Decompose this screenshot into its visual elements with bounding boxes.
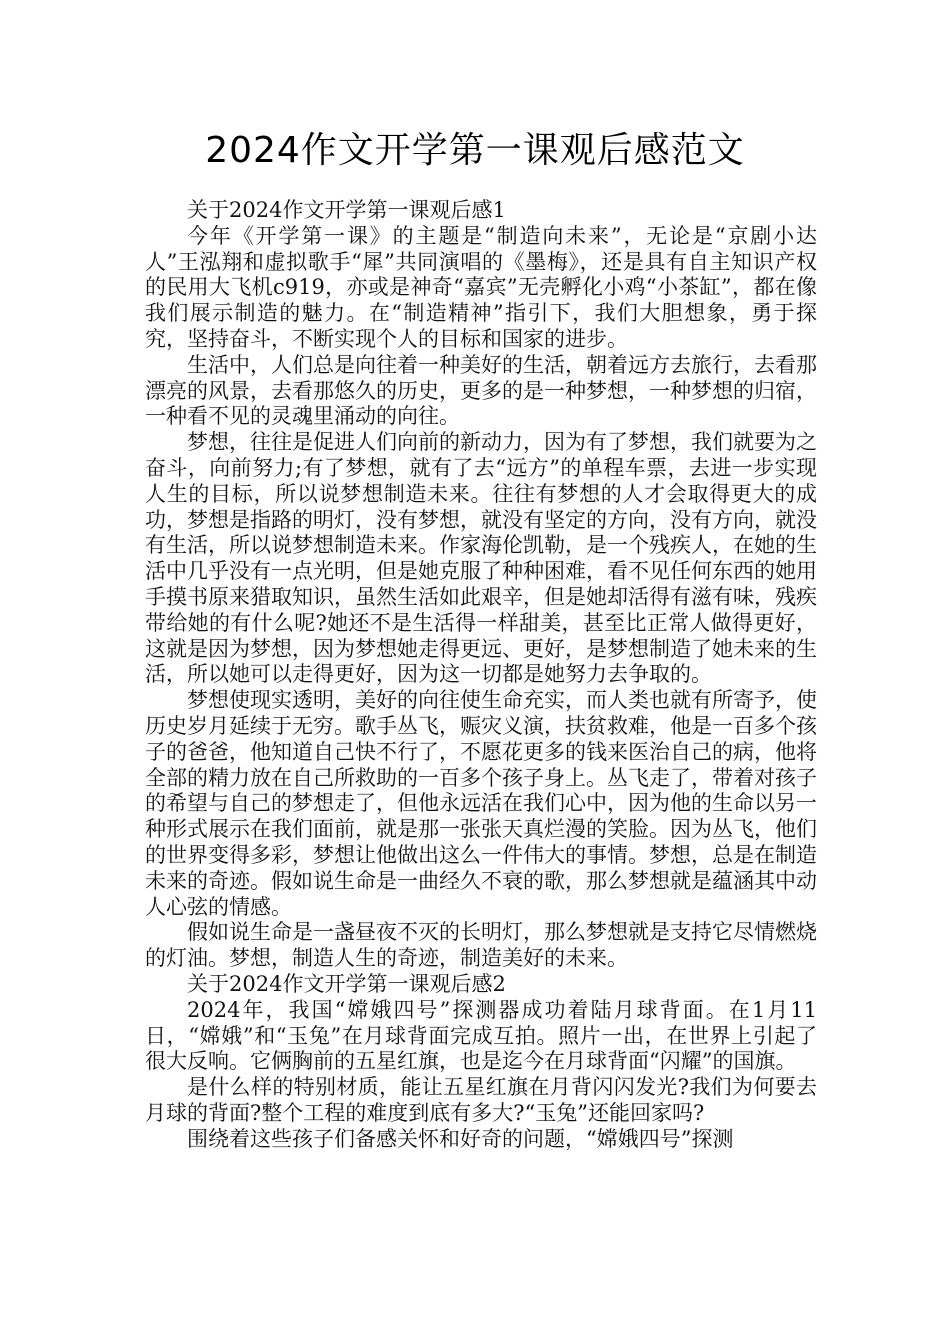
- document-body: [145, 198, 817, 1152]
- paragraph: 是什么样的特别材质，能让五星红旗在月背闪闪发光?我们为何要去月球的背面?整个工程的难度到底有多大?“玉兔”还能回家吗?: [145, 1075, 817, 1125]
- paragraph: 梦想，往往是促进人们向前的新动力，因为有了梦想，我们就要为之奋斗，向前努力;有了梦想，就有了去“远方”的单程车票，去进一步实现人生的目标，所以说梦想制造未来。往往有梦想的人才会取得更大的成功，梦想是指路的明灯，没有梦想，就没有坚定的方向，没有方向，就没有生活，所以说梦想制造未来。作家海伦凯勒，是一个残疾人，在她的生活中几乎没有一点光明，但是她克服了种种困难，看不见任何东西的她用手摸书原来猎取知识，虽然生活如此艰辛，但是她却活得有滋有味，残疾带给她的有什么呢?她还不是生活得一样甜美，甚至比正常人做得更好，这就是因为梦想，因为梦想她走得更远、更好，是梦想制造了她未来的生活，所以她可以走得更好，因为这一切都是她努力去争取的。: [145, 430, 817, 687]
- paragraph: 今年《开学第一课》的主题是“制造向未来”，无论是“京剧小达人”王泓翔和虚拟歌手“犀”共同演唱的《墨梅》，还是具有自主知识产权的民用大飞机c919，亦或是神奇“嘉宾”无壳孵化小鸡“小茶缸”，都在像我们展示制造的魅力。在“制造精神”指引下，我们大胆想象，勇于探究，坚持奋斗，不断实现个人的目标和国家的进步。: [145, 223, 817, 351]
- paragraph: 梦想使现实透明，美好的向往使生命充实，而人类也就有所寄予，使历史岁月延续于无穷。歌手丛飞，赈灾义演，扶贫救难，他是一百多个孩子的爸爸，他知道自己快不行了，不愿花更多的钱来医治自己的病，他将全部的精力放在自己所救助的一百多个孩子身上。丛飞走了，带着对孩子的希望与自己的梦想走了，但他永远活在我们心中，因为他的生命以另一种形式展示在我们面前，就是那一张张天真烂漫的笑脸。因为丛飞，他们的世界变得多彩，梦想让他做出这么一件伟大的事情。梦想，总是在制造未来的奇迹。假如说生命是一曲经久不衰的歌，那么梦想就是蕴涵其中动人心弦的情感。: [145, 688, 817, 919]
- section-heading-2: 关于2024作文开学第一课观后感2: [187, 971, 506, 996]
- paragraph: 2024年，我国“嫦娥四号”探测器成功着陆月球背面。在1月11日，“嫦娥”和“玉兔”在月球背面完成互拍。照片一出，在世界上引起了很大反响。它俩胸前的五星红旗，也是迄今在月球背面“闪耀”的国旗。: [145, 997, 817, 1074]
- paragraph: 假如说生命是一盏昼夜不灭的长明灯，那么梦想就是支持它尽情燃烧的灯油。梦想，制造人生的奇迹，制造美好的未来。: [145, 920, 817, 971]
- document-title: 2024作文开学第一课观后感范文: [205, 130, 745, 171]
- paragraph: 围绕着这些孩子们备感关怀和好奇的问题，“嫦娥四号”探测: [187, 1126, 734, 1151]
- section-heading-1: 关于2024作文开学第一课观后感1: [187, 198, 506, 222]
- paragraph: 生活中，人们总是向往着一种美好的生活，朝着远方去旅行，去看那漂亮的风景，去看那悠久的历史，更多的是一种梦想，一种梦想的归宿，一种看不见的灵魂里涌动的向往。: [145, 352, 817, 429]
